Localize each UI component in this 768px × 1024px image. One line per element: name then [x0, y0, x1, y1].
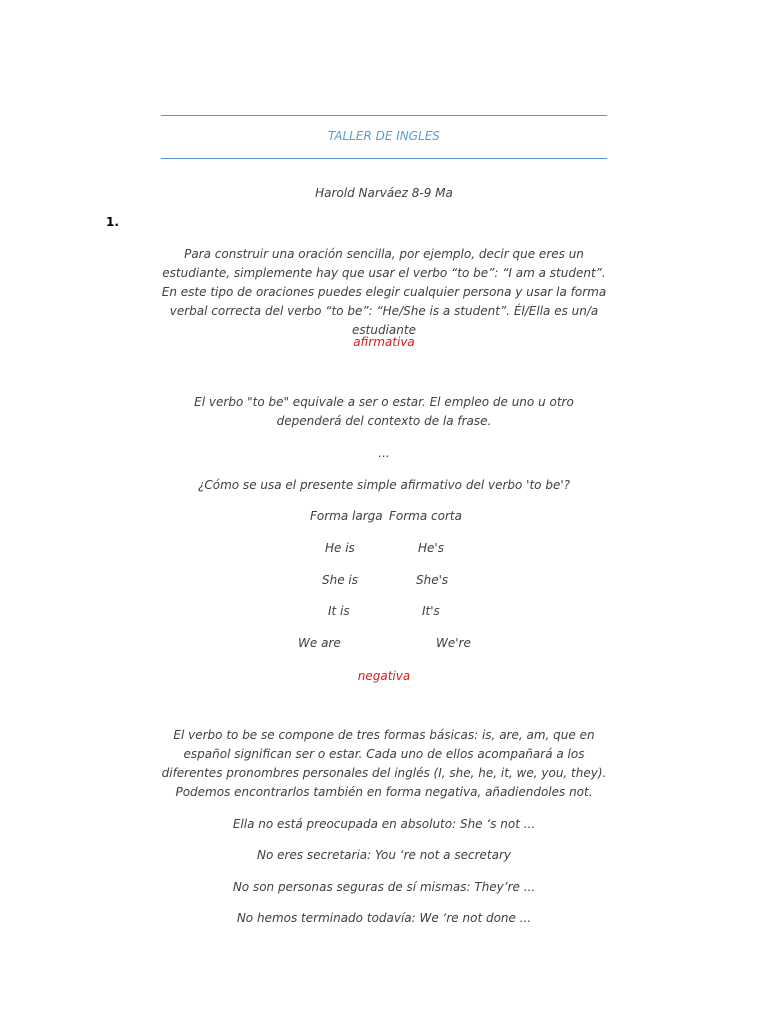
document-title: TALLER DE INGLES	[328, 129, 440, 143]
table-row-short: He's	[418, 541, 444, 555]
title-top-rule	[161, 115, 607, 116]
author-line: Harold Narváez 8-9 Ma	[315, 186, 453, 200]
question-text: ¿Cómo se usa el presente simple afirmativo del verbo 'to be'?	[198, 478, 570, 492]
table-row-short: It's	[422, 604, 440, 618]
to-be-paragraph: El verbo "to be" equivale a ser o estar. El empleo de uno u otro dependerá del contexto de la frase.	[194, 395, 574, 428]
table-header-short: Forma corta	[389, 509, 462, 523]
table-row-long: It is	[328, 604, 350, 618]
table-row-long: He is	[325, 541, 355, 555]
table-row-short: We're	[436, 636, 471, 650]
table-header-long: Forma larga	[310, 509, 383, 523]
example-line: Ella no está preocupada en absoluto: She ‘s not ...	[232, 817, 536, 831]
heading-afirmativa: afirmativa	[353, 335, 415, 349]
example-line: No eres secretaria: You ‘re not a secretary	[257, 848, 511, 862]
item-number: 1.	[106, 215, 119, 229]
table-row-short: She's	[416, 573, 449, 587]
heading-negativa: negativa	[357, 669, 411, 683]
table-row-long: She is	[322, 573, 359, 587]
example-line: No hemos terminado todavía: We ‘re not done ...	[236, 911, 532, 925]
title-bottom-rule	[161, 158, 607, 159]
table-row-long: We are	[298, 636, 341, 650]
intro-paragraph: Para construir una oración sencilla, por ejemplo, decir que eres un estudiante, simplemente hay que usar el verbo “to be”: “I am a student”. En este tipo de oraciones puedes elegir cualquier persona y usar la forma verbal correcta del verbo “to be”: “He/She is a student”. Él/Ella es un/a estudiante	[161, 247, 607, 337]
example-line: No son personas seguras de sí mismas: They’re ...	[232, 880, 536, 894]
ellipsis: ...	[378, 446, 390, 460]
negative-paragraph: El verbo to be se compone de tres formas básicas: is, are, am, que en español significan ser o estar. Cada uno de ellos acompañará a los diferentes pronombres personales del inglés (I, she, he, it, we, you, they). Podemos encontrarlos también en forma negativa, añadiendoles not.	[161, 728, 607, 799]
